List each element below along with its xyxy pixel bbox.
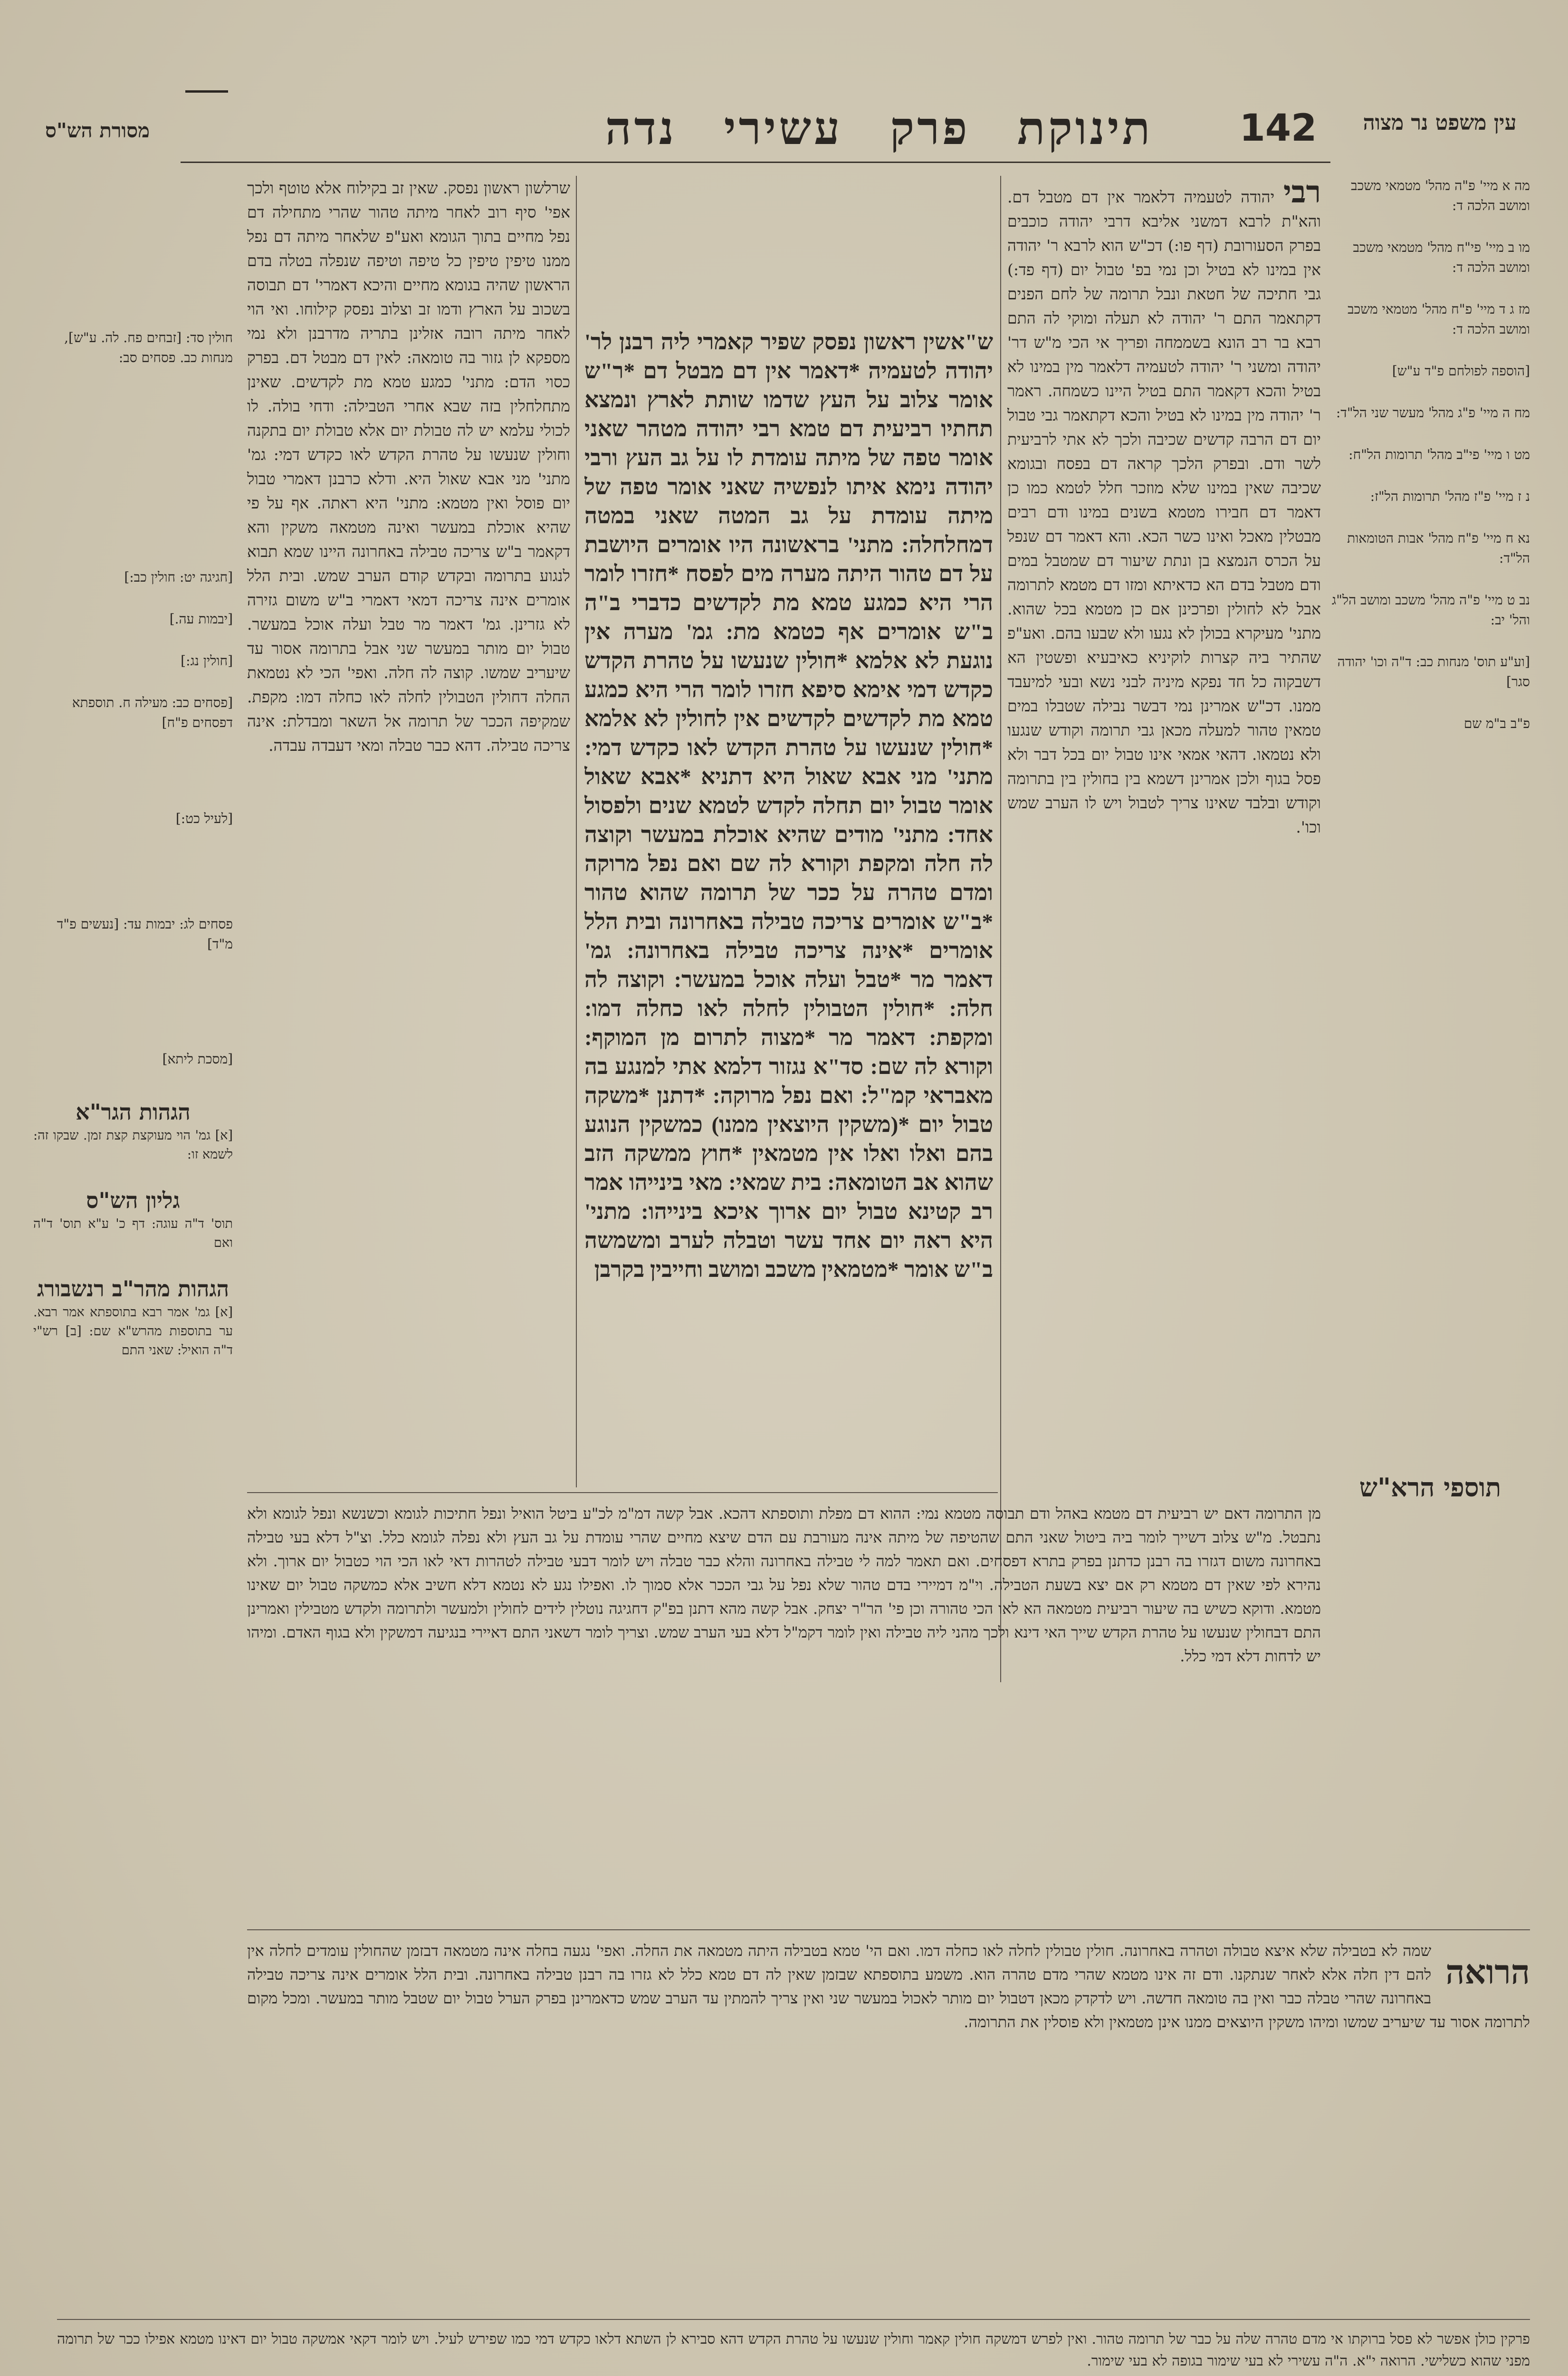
rashi-text: יהודה לטעמיה דלאמר אין דם מטבל דם. והא"ת לרבא דמשני אליבא דרבי יהודה כוכבים בפרק הסעורובת (דף פו:) דכ"ש הוא לרבא ר' יהודה אין במינו לא בטיל וכן נמי בפ' טבול יום (דף פד:) גבי חתיכה של חטאת ונבל תרומה של לחם הפנים דקתאמר התם ר' יהודה לא תעלה ומוקי לה התם רבא בר רב הונא בשממחה ופריך אי הכי מ"ש דר' יהודה ומשני ר' יהודה לטעמיה דלאמר מין במינו לא בטיל והכא דקאמר התם בטיל היינו כשמחה. ראמר ר' יהודה מין במינו לא בטיל והכא דקתאמר גבי טבול יום דם הרבה קדשים שכיבה ולכך לא אתי לרביעית לשר ודם. ובפרק הלכך קראה דם בפסח ובגומא שכיבה שאין במינו שלא מוזכר חלל לטמא כמו כן דאמר דם חבירו מטמא בשנים במינו ודם רבים מבטלין מאכל ואינו כשר הכא. והא דאמר דם שנפל על הכרס הנמצא בן ונתת שיעור דם שמטבל במים ודם מטבל בדם הא כדאיתא ומזו דם מטמא לתרומה אבל לא לחולין ופרכינן אם כן מטמא בכל שהוא. מתני' מעיקרא בכולן לא נגעו ולא שבעו בהם. ואע"פ שהתיר ביה קצרות לוקיניא כאיבעיא ופשטין הא דשבקוה כל חד נפקא מיניה לבני נשא ובעי למיעבד ממנו. דכ"ש אמרינן נמי דבשר נבילה שטבלו במים טמאין טהור למעלה מכאן גבי תרומה וקודש שנגעו ולא נטמאו. דהאי אמאי אינו טבול יום בכל דבר ולא פסל בגוף ולכן אמרינן דשמא בין בחולין בין בתרומה וקודש ובלבד שאינו צריך לטבול ויש לו הערב שמש וכו'. bbox=[1007, 188, 1321, 836]
tosafot-heading: תוספי הרא"ש bbox=[1359, 1472, 1501, 1503]
ein-mishpat-entry: מה א מיי' פ"ה מהל' מטמאי משכב ומושב הלכה ד: bbox=[1351, 178, 1530, 213]
gra-gloss: [א] גמ' הוי מעוקצת קצת זמן. שבקו זה: לשמא זו: bbox=[33, 1128, 233, 1162]
massoret-entry: פסחים לג: יבמות עד: [נעשים פ"ד מ"ד] bbox=[57, 916, 233, 952]
ein-mishpat-entry: [וע"ע תוס' מנחות כב: ד"ה וכו' יהודה סגר] bbox=[1337, 654, 1530, 690]
column-divider bbox=[576, 176, 577, 1487]
rashi-opener-word: רבי bbox=[1283, 176, 1321, 210]
header-rule bbox=[181, 162, 1330, 163]
massoret-header: מסורת הש"ס bbox=[45, 119, 150, 142]
ein-mishpat-entry: מז ג ד מיי' פ"ח מהל' מטמאי משכב ומושב הלכה ד: bbox=[1348, 301, 1530, 337]
massoret-entry: [יבמות עה.] bbox=[169, 611, 233, 627]
footer-notes: פרקין כולן אפשר לא פסל ברוקתו אי מדם טהרה שלה על כבר של תרומה טהור. ואין לפרש דמשקה חולין קאמר וחולין שנעשו על טהרת הקדש דהא סבירא לן השתא דלאו כקדש דמי כמו שפירש לעיל. ויש לומר דקאי אמשקה טבול יום דאינו מטמא אפילו ככר של תרומה מפני שהוא כשלישי. הרואה י"א. ה"ה עשירי לא בעי שימור בגופה לא בעי שימור. bbox=[57, 2331, 1530, 2369]
gilyon-gloss: תוס' ד"ה עוגה: דף כ' ע"א תוס' ד"ה ואם bbox=[33, 1217, 233, 1250]
haroeh-heading: הרואה bbox=[1445, 1952, 1530, 1992]
ein-mishpat-entry: נב ט מיי' פ"ה מהל' משכב ומושב הל"ג והל' יב: bbox=[1331, 592, 1530, 628]
page-title: תינוקת פרק עשירי נדה bbox=[605, 101, 1153, 155]
rashi-commentary bbox=[1007, 176, 1321, 1682]
ein-mishpat-entry: נ ז מיי' פ"ז מהל' תרומות הל"ז: bbox=[1370, 489, 1530, 504]
massoret-entry: [פסחים כב: מעילה ח. תוספתא דפסחים פ"ח] bbox=[72, 695, 233, 730]
massoret-entry: [מסכת ליתא] bbox=[162, 1051, 233, 1067]
ein-mishpat-entry: מח ה מיי' פ"ג מהל' מעשר שני הל"ד: bbox=[1336, 405, 1530, 421]
gemara-text: ש"אשין ראשון נפסק שפיר קאמרי ליה רבנן לר' יהודה לטעמיה *דאמר אין דם מבטל דם *ר"ש אומר צלוב על העץ שדמו שותת לארץ ונמצא תחתיו רביעית דם טמא רבי יהודה מטהר שאני אומר טפה של מיתה עומדת לו על גב העץ ורבי יהודה נימא איתו לנפשיה שאני אומר טפה של מיתה עומדת על גב המטה שאני במטה דמחלחלה: מתני' בראשונה היו אומרים היושבת על דם טהור היתה מערה מים לפסח *חזרו לומר הרי היא כמגע טמא מת לקדשים כדברי ב"ה ב"ש אומרים אף כטמא מת: גמ' מערה אין נוגעת לא אלמא *חולין שנעשו על טהרת הקדש כקדש דמי אימא סיפא חזרו לומר הרי היא כמגע טמא מת לקדשים לקדשים אין לחולין לא אלמא *חולין שנעשו על טהרת הקדש לאו כקדש דמי: מתני' מני אבא שאול היא דתניא *אבא שאול אומר טבול יום תחלה לקדש לטמא שנים ולפסול אחד: מתני' מודים שהיא אוכלת במעשר וקוצה לה חלה ומקפת וקורא לה שם ואם נפל מרוקה ומדם טהרה על ככר של תרומה שהוא טהור *ב"ש אומרים צריכה טבילה באחרונה ובית הלל אומרים *אינה צריכה טבילה באחרונה: גמ' דאמר מר *טבל ועלה אוכל במעשר: וקוצה לה חלה: *חולין הטבולין לחלה לאו כחלה דמו: ומקפת: דאמר מר *מצוה לתרום מן המוקף: וקורא לה שם: סד"א נגזור דלמא אתי למנגע בה מאבראי קמ"ל: ואם נפל מרוקה: *דתנן *משקה טבול יום *(משקין היוצאין ממנו) כמשקין הנוגע בהם ואלו ואלו אין מטמאין *חוץ ממשקה הזב שהוא אב הטומאה: בית שמאי: מאי בינייהו אמר רב קטינא טבול יום ארוך איכא בינייהו: מתני' היא ראה יום אחד עשר וטבלה לערב ומשמשה ב"ש אומר *מטמאין משכב ומושב וחייבין בקרבן bbox=[584, 330, 993, 1282]
massoret-entry: [חגיגה יט: חולין כב:] bbox=[124, 569, 233, 585]
haroeh-section bbox=[247, 1939, 1530, 2309]
maharav-gloss: [א] גמ' אמר רבא בתוספתא אמר רבא. ער בתוספות מהרש"א שם: [ב] רש"י ד"ה הואיל: שאני התם bbox=[33, 1305, 233, 1358]
ein-mishpat-entry: [הוספה לפולחם פ"ד ע"ש] bbox=[1392, 363, 1530, 379]
ein-mishpat-entry: מט ו מיי' פי"ב מהל' תרומות הל"ח: bbox=[1348, 447, 1530, 462]
gilyon-heading: גליון הש"ס bbox=[86, 1188, 180, 1213]
rashi-left-commentary: שרלשון ראשון נפסק. שאין זב בקילוח אלא טוטף ולכך אפי' סיף רוב לאחר מיתה טהור שהרי מתחילה דם נפל מחיים בתוך הגומא ואע"פ שלאחר מיתה דם נפל ממנו טיפין טיפין כל טיפה וטיפה שנפלה בטלה בדם הראשון שהיה בגומא מחיים והיכא דאמרי' דם תבוסה בשכוב על הארץ ודמו זב וצלוב נפסק קילוחו. ואי הוי לאחר מיתה רובה אזלינן בתריה מדרבנן ולא נמי מספקא לן גזור בה טומאה: לאין דם מבטל דם. בפרק כסוי הדם: מתני' כמגע טמא מת לקדשים. שאינן מתחלחלין בזה שבא אחרי הטבילה: ודחי בולה. לו לכולי עלמא יש לה טבולת יום אלא טבולת יום בתקנה וחולין שנעשו על טהרת הקדש לאו כקדש דמי: גמ' מתני' מני אבא שאול היא. ודלא כרבנן דאמרי טבול יום פוסל ואין מטמא: מתני' היא ראתה. אף על פי שהיא אוכלת במעשר ואינה מטמאה משקין והא דקאמר ב"ש צריכה טבילה באחרונה היינו שמא תבוא לנגוע בתרומה ובקדש קודם הערב שמש. ובית הלל אומרים אינה צריכה דמאי דאמרי ב"ש משום גזירה לא גזרינן. גמ' דאמר מר טבל ועלה אוכל במעשר. טבול יום מותר במעשר שני אבל בתרומה אסור עד שיעריב שמשו. קוצה לה חלה. ואפי' הכי לא נטמאת החלה דחולין הטבולין לחלה לאו כחלה דמו: מקפת. שמקיפה הככר של תרומה אל השאר ומבדלת: אינה צריכה טבילה. דהא כבר טבלה ומאי דעבדה עבדה. bbox=[247, 179, 570, 755]
ein-mishpat-column bbox=[1330, 176, 1530, 1316]
ein-mishpat-entry: פ"ב ב"מ שם bbox=[1463, 716, 1530, 731]
massoret-entry: [חולין נג:] bbox=[181, 653, 233, 669]
ein-mishpat-entry: נא ח מיי' פ"ח מהל' אבות הטומאות הל"ד: bbox=[1347, 530, 1530, 566]
massoret-column bbox=[33, 176, 233, 1887]
footer-divider bbox=[57, 2319, 1530, 2320]
top-rule bbox=[185, 90, 228, 93]
column-divider bbox=[1000, 176, 1001, 1682]
tosafot-harosh-section bbox=[1330, 1331, 1530, 1758]
maharav-heading: הגהות מהר"ב רנשבורג bbox=[37, 1276, 229, 1302]
haroeh-text: שמה לא בטבילה שלא איצא טבולה וטהרה באחרונה. חולין טבולין לחלה לאו כחלה דמו. ואם הי' טמא בטבילה היתה מטמאה את החלה. ואפי' נגעה בחלה אינה מטמאה דבזמן שהחולין עומדים לחלה אין להם דין חלה אלא לאחר שנתקנו. ודם זה אינו מטמא שהרי מדם טהרה הוא. משמע בתוספתא שבזמן שאין לה דם טמא כלל לא גזרו בה רבנן טבילה באחרונה. ובית הלל אומרים אינה צריכה טבילה באחרונה שהרי טבלה כבר ואין בה טומאה חדשה. ויש לדקדק מכאן דטבול יום מותר לאכול במעשר שני ואין צריך להמתין עד הערב שמש כדאמרינן בפרק הערל טבול יום שטבל מותר במעשר. ומכל מקום לתרומה אסור עד שיעריב שמשו ומיהו משקין היוצאים ממנו אינן מטמאין ולא פוסלין את התרומה. bbox=[247, 1942, 1530, 2031]
ein-mishpat-header: עין משפט נר מצוה bbox=[1363, 111, 1517, 135]
page-number: 142 bbox=[1239, 107, 1317, 150]
section-divider bbox=[247, 1492, 998, 1493]
gra-heading: הגהות הגר"א bbox=[76, 1099, 191, 1125]
ein-mishpat-entry: מו ב מיי' פי"ח מהל' מטמאי משכב ומושב הלכה ד: bbox=[1353, 240, 1530, 275]
section-divider bbox=[247, 1929, 1530, 1930]
massoret-entry: חולין סד: [זבחים פח. לה. ע"ש], מנחות כב. פסחים סב: bbox=[64, 330, 233, 365]
tosafot-text: מן התרומה דאם יש רביעית דם מטמא באהל ודם תבוסה מטמא נמי: ההוא דם מפלת ותוספתא דהכא. אבל קשה דמ"מ לכ"ע ביטל הואיל ונפל חתיכות לגומא וכשנשא ונפל לגומא ולא נתבטל. מ"ש צלוב דשייך לומר ביה ביטול שאני התם שהטיפה של מיתה אינה מעורבת עם הדם שיצא מחיים שהרי עומדת על גב העץ ולא נפלה לגומא כלל. וצ"ל דלא בעי טבילה באחרונה משום דגזרו בה רבנן כדתנן בפרק בתרא דפסחים. ואם תאמר למה לי טבילה באחרונה והלא כבר טבלה ויש לומר דבעי טבילה לטהרות דאי לאו הכי הוי כטבול יום ארוך. ולא נהירא לפי שאין דם מטמא רק אם יצא בשעת הטבילה. וי"מ דמיירי בדם טהור שלא נפל על גבי הככר אלא סמוך לו. ואפילו נגע לא נטמא דלא חשיב אלא כמשקה טבול יום שאינו מטמא. ודוקא כשיש בה שיעור רביעית מטמאה הא לאו הכי טהורה וכן פי' הר"ר יצחק. אבל קשה מהא דתנן בפ"ק דחגיגה נוטלין לידים לחולין ולמעשר ולתרומה ולקדש מטבילין ואמרינן התם דבחולין שנעשו על טהרת הקדש שייך האי דינא ולכך מהני ליה טבילה ואין לומר דקמ"ל דלא בעי הערב שמש. וצריך לומר דשאני התם דאיירי בנגיעה דמשקין ולא בגוף האדם. ומיהו יש לדחות דלא דמי כלל. bbox=[247, 1504, 1321, 1665]
massoret-entry: [לעיל כט:] bbox=[175, 811, 233, 826]
